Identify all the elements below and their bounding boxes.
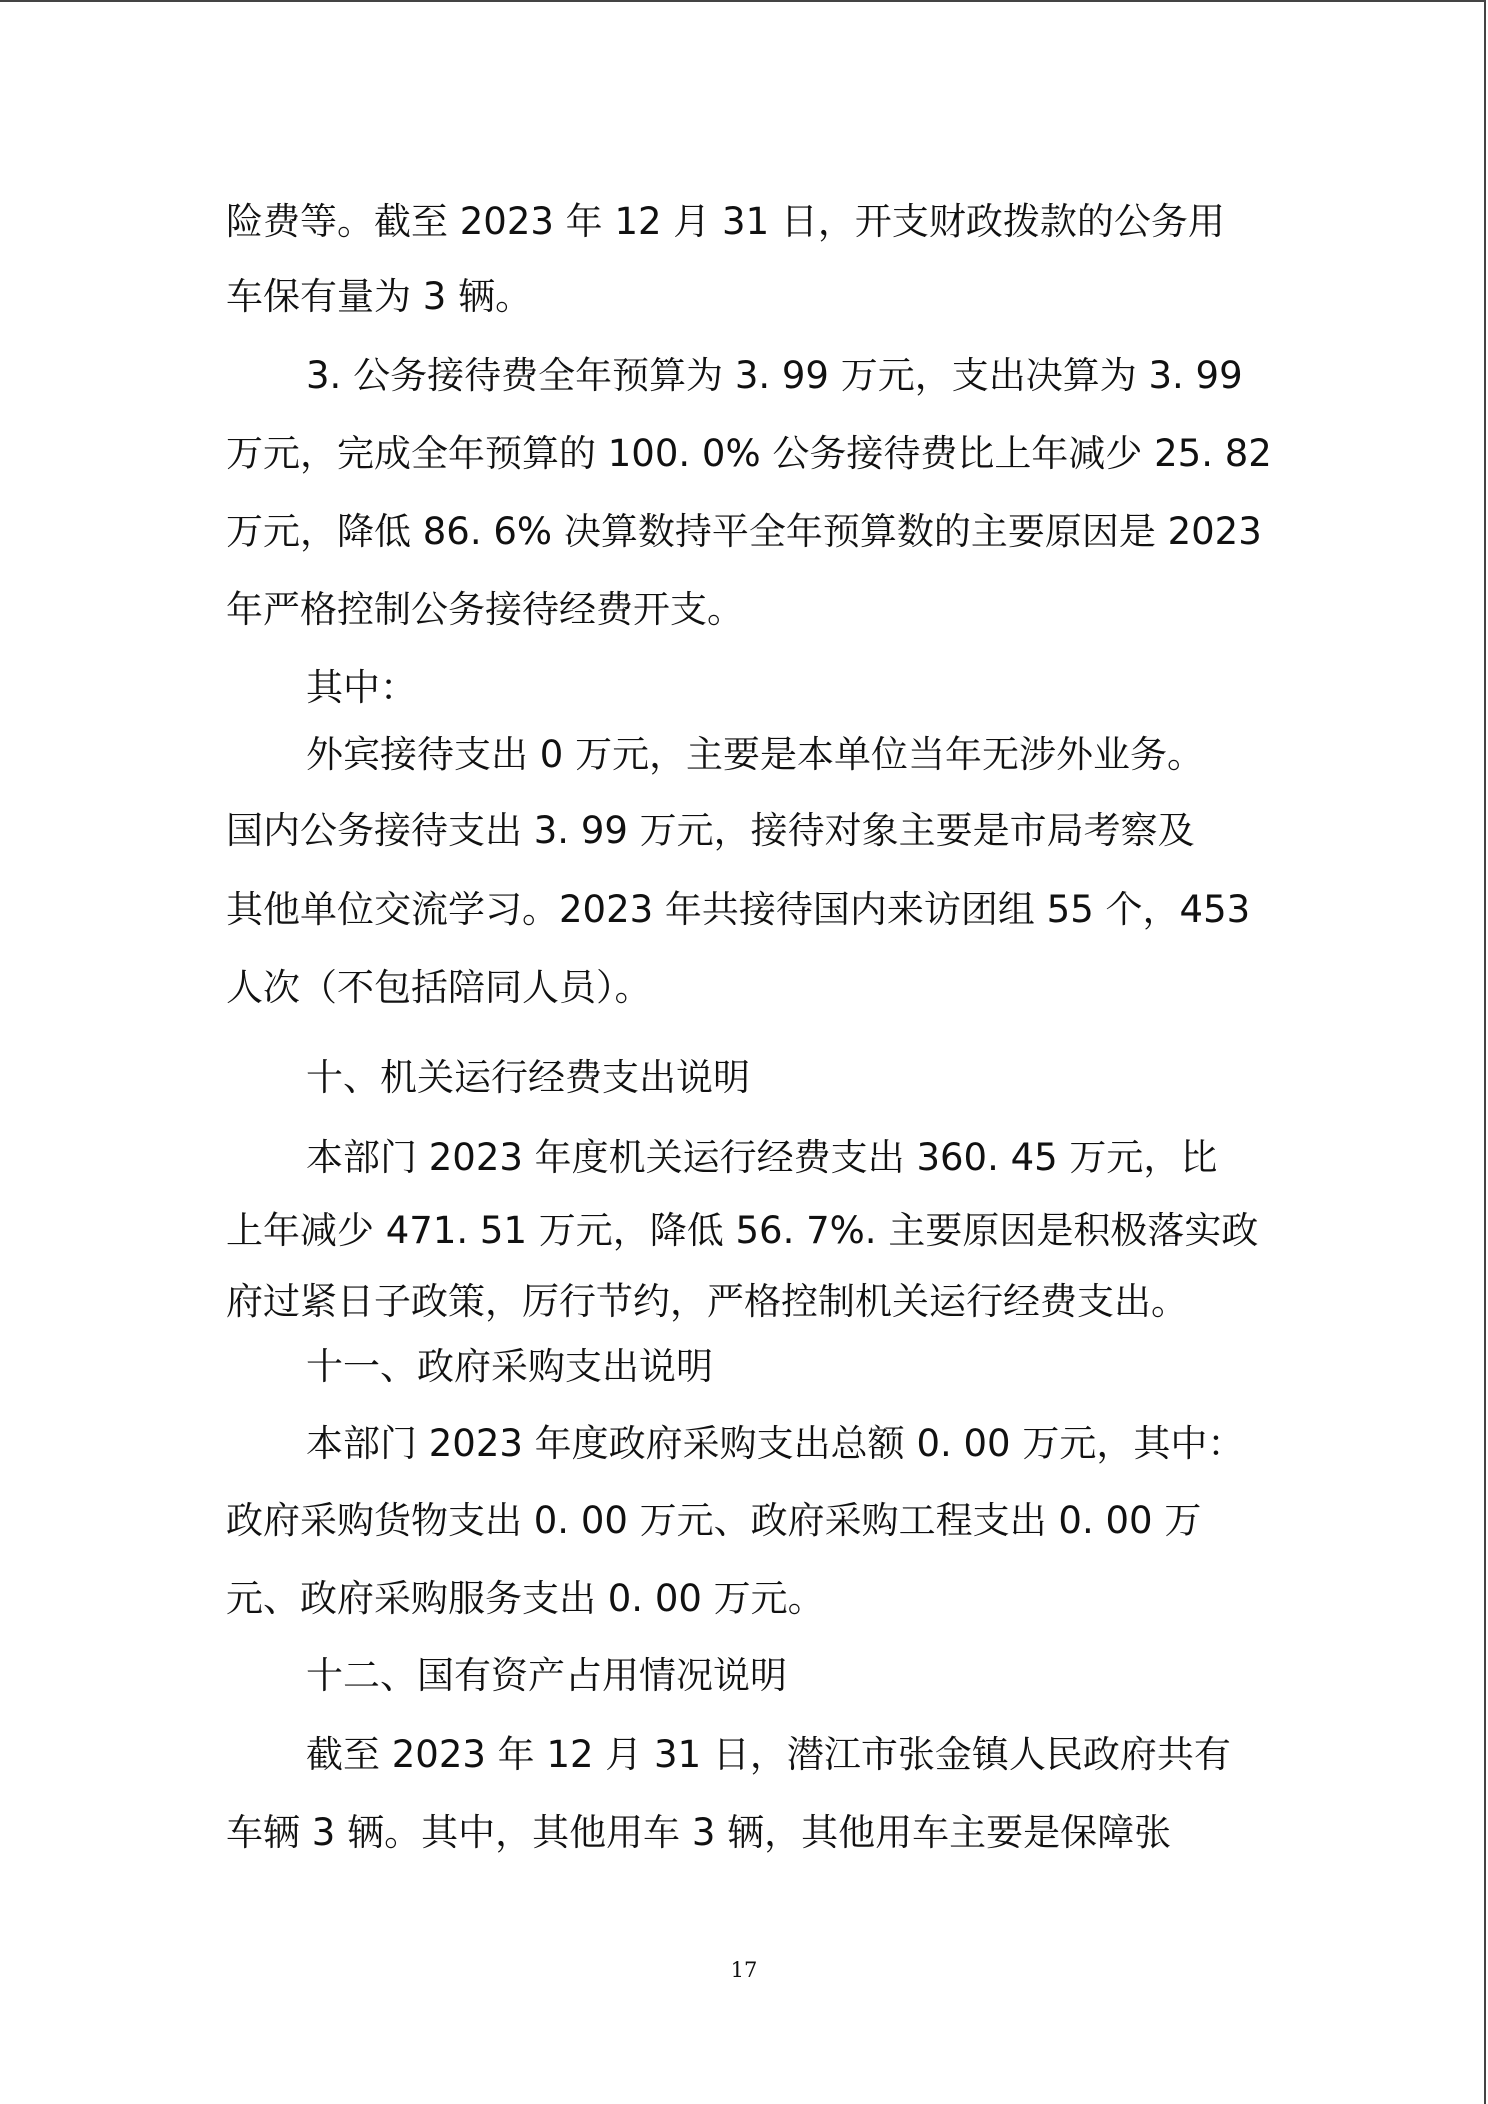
text-line-7: 其中： xyxy=(306,666,417,709)
text-line-14: 上年减少 471. 51 万元，降低 56. 7%. 主要原因是积极落实政 xyxy=(226,1209,1259,1252)
text-line-22: 车辆 3 辆。其中，其他用车 3 辆，其他用车主要是保障张 xyxy=(226,1811,1172,1854)
text-line-18: 政府采购货物支出 0. 00 万元、政府采购工程支出 0. 00 万 xyxy=(226,1499,1202,1542)
text-line-1: 险费等。截至 2023 年 12 月 31 日，开支财政拨款的公务用 xyxy=(226,200,1225,243)
text-line-21: 截至 2023 年 12 月 31 日，潜江市张金镇人民政府共有 xyxy=(306,1733,1231,1776)
text-line-4: 万元，完成全年预算的 100. 0% 公务接待费比上年减少 25. 82 xyxy=(226,432,1272,475)
text-line-15: 府过紧日子政策，厉行节约，严格控制机关运行经费支出。 xyxy=(226,1280,1188,1323)
text-line-5: 万元，降低 86. 6% 决算数持平全年预算数的主要原因是 2023 xyxy=(226,510,1262,553)
text-line-11: 人次（不包括陪同人员）。 xyxy=(226,966,652,1009)
text-line-10: 其他单位交流学习。2023 年共接待国内来访团组 55 个，453 xyxy=(226,888,1251,931)
section-heading-10: 十、机关运行经费支出说明 xyxy=(306,1056,750,1099)
text-line-8: 外宾接待支出 0 万元，主要是本单位当年无涉外业务。 xyxy=(306,733,1205,776)
text-line-13: 本部门 2023 年度机关运行经费支出 360. 45 万元，比 xyxy=(306,1136,1218,1179)
section-heading-11: 十一、政府采购支出说明 xyxy=(306,1345,713,1388)
text-line-3: 3. 公务接待费全年预算为 3. 99 万元，支出决算为 3. 99 xyxy=(306,354,1243,397)
section-heading-12: 十二、国有资产占用情况说明 xyxy=(306,1654,787,1697)
text-line-2: 车保有量为 3 辆。 xyxy=(226,275,533,318)
text-line-19: 元、政府采购服务支出 0. 00 万元。 xyxy=(226,1577,825,1620)
text-line-9: 国内公务接待支出 3. 99 万元，接待对象主要是市局考察及 xyxy=(226,809,1195,852)
text-line-17: 本部门 2023 年度政府采购支出总额 0. 00 万元，其中： xyxy=(306,1422,1245,1465)
text-line-6: 年严格控制公务接待经费开支。 xyxy=(226,588,744,631)
page-number: 17 xyxy=(730,1958,758,1982)
